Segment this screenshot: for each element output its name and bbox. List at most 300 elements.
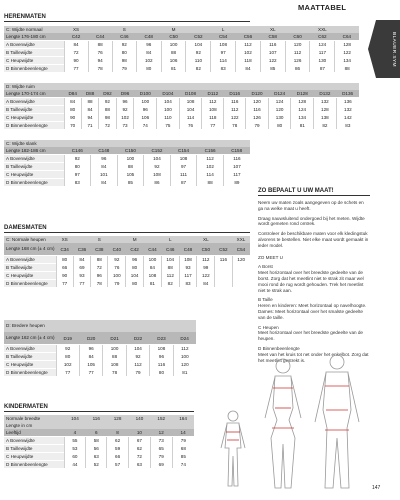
cell: 97 bbox=[211, 49, 236, 57]
cell: 96 bbox=[136, 41, 161, 49]
cell: 88 bbox=[197, 179, 224, 187]
table-row bbox=[4, 453, 194, 461]
cell: 74 bbox=[172, 461, 194, 469]
size-letter bbox=[335, 26, 359, 33]
cell: 100 bbox=[157, 106, 180, 114]
size-code: C54 bbox=[232, 243, 250, 256]
size-code: C42 bbox=[126, 243, 144, 256]
size-code: D96 bbox=[116, 90, 134, 98]
age-value: 10 bbox=[129, 429, 151, 437]
size-code: C54 bbox=[211, 33, 236, 41]
cell: 78 bbox=[224, 122, 246, 130]
cell: 117 bbox=[310, 49, 335, 57]
size-code: C34 bbox=[56, 243, 73, 256]
cell: 120 bbox=[268, 106, 291, 114]
cell: 128 bbox=[335, 41, 359, 49]
cell: 84 bbox=[136, 49, 161, 57]
cell: 79 bbox=[112, 65, 136, 73]
cell: 79 bbox=[172, 437, 194, 445]
cell: 80 bbox=[150, 369, 173, 377]
cell: 84 bbox=[81, 106, 98, 114]
size-letter: M bbox=[126, 236, 144, 243]
cell: 85 bbox=[117, 179, 144, 187]
zo-meet-u-label: ZO MEET U bbox=[258, 254, 283, 260]
cell: 114 bbox=[211, 57, 236, 65]
row-label: C Heupwijdte bbox=[4, 171, 64, 179]
length-label: Lengte 170-174 cm bbox=[4, 90, 64, 98]
cell: 80 bbox=[136, 65, 161, 73]
cell: 88 bbox=[161, 264, 179, 272]
cell: 73 bbox=[150, 437, 172, 445]
table-highlight-row bbox=[4, 147, 250, 155]
table-row bbox=[4, 280, 250, 288]
cell: 96 bbox=[134, 106, 157, 114]
cell: 100 bbox=[144, 256, 162, 264]
size-code: D100 bbox=[134, 90, 157, 98]
row-label: C Heupwijdte bbox=[4, 114, 64, 122]
cell: 124 bbox=[310, 41, 335, 49]
table-highlight-row bbox=[4, 33, 359, 41]
cell: 108 bbox=[144, 171, 171, 179]
cell: 112 bbox=[285, 49, 310, 57]
guide-a-text: Meet horizontaal over het breedste gedeelte van de borst. Zorg dat het meetlint niet te strak zit maar wel mooi rond de rug wordt gehouden. Trek het meetlint niet te strak aan. bbox=[258, 270, 364, 293]
cell: 92 bbox=[116, 106, 134, 114]
row-label: A Bovenwijdte bbox=[4, 98, 64, 106]
guide-b-text-dames: Dames: Meet horizontaal over het smalste gedeelte van de taille. bbox=[258, 308, 363, 320]
cell: 117 bbox=[179, 272, 197, 280]
length-value: 140 bbox=[129, 415, 151, 422]
cell: 83 bbox=[211, 65, 236, 73]
cell bbox=[215, 272, 232, 280]
cell: 100 bbox=[103, 345, 126, 353]
cell: 142 bbox=[336, 114, 359, 122]
table-row bbox=[4, 114, 359, 122]
row-label: B Taillewijdte bbox=[4, 163, 64, 171]
age-value: 4 bbox=[64, 429, 86, 437]
size-code: D136 bbox=[336, 90, 359, 98]
cell: 96 bbox=[91, 272, 108, 280]
age-value: 12 bbox=[150, 429, 172, 437]
cell: 112 bbox=[161, 272, 179, 280]
cell: 59 bbox=[107, 445, 129, 453]
size-code: C42 bbox=[64, 33, 88, 41]
cell: 93 bbox=[179, 264, 197, 272]
guide-title: ZO BEPAALT U UW MAAT! bbox=[258, 188, 370, 196]
cell: 116 bbox=[150, 361, 173, 369]
kinder-table bbox=[4, 415, 194, 468]
size-code: D128 bbox=[291, 90, 314, 98]
guide-paragraph: Neem uw maten zoals aangegeven op de schets en ga na welke maat u heeft. bbox=[258, 200, 364, 211]
size-code: D88 bbox=[81, 90, 98, 98]
size-code: C48 bbox=[136, 33, 161, 41]
cell: 83 bbox=[336, 122, 359, 130]
row-label: B Taillewijdte bbox=[4, 49, 64, 57]
size-code: C62 bbox=[310, 33, 335, 41]
cell: 116 bbox=[223, 155, 250, 163]
cell: 84 bbox=[91, 179, 118, 187]
cell: 104 bbox=[126, 345, 149, 353]
age-value: 6 bbox=[86, 429, 107, 437]
cell: 97 bbox=[64, 171, 91, 179]
page-title: MAATTABEL bbox=[298, 3, 347, 12]
cell: 104 bbox=[126, 272, 144, 280]
cell: 63 bbox=[129, 461, 151, 469]
cell: 132 bbox=[336, 106, 359, 114]
cell: 90 bbox=[64, 57, 88, 65]
cell: 88 bbox=[88, 41, 112, 49]
cell: 114 bbox=[197, 171, 224, 179]
table-row bbox=[4, 179, 250, 187]
cell: 90 bbox=[64, 114, 81, 122]
size-letter bbox=[285, 26, 310, 33]
cell: 81 bbox=[161, 65, 186, 73]
size-code: C156 bbox=[197, 147, 224, 155]
cell: 78 bbox=[91, 280, 108, 288]
row-label: A Bovenwijdte bbox=[4, 345, 56, 353]
size-code: D104 bbox=[157, 90, 180, 98]
body-measure-illustration bbox=[205, 345, 375, 496]
row-label: B Taillewijdte bbox=[4, 106, 64, 114]
damesmaten-title: DAMESMATEN bbox=[4, 225, 250, 233]
cell: 60 bbox=[64, 453, 86, 461]
cell: 112 bbox=[126, 361, 149, 369]
cell: 102 bbox=[56, 361, 79, 369]
cell: 78 bbox=[88, 65, 112, 73]
row-label: C Heupwijdte bbox=[4, 272, 56, 280]
row-label: C Heupwijdte bbox=[4, 57, 64, 65]
table-row bbox=[4, 98, 359, 106]
cell: 69 bbox=[73, 264, 90, 272]
cell: 110 bbox=[157, 114, 180, 122]
cell: 76 bbox=[88, 49, 112, 57]
cell: 58 bbox=[86, 437, 107, 445]
size-code: D108 bbox=[179, 90, 202, 98]
size-code: C40 bbox=[108, 243, 126, 256]
cell: 84 bbox=[197, 280, 215, 288]
size-code: D20 bbox=[79, 332, 102, 345]
cell: 120 bbox=[246, 98, 269, 106]
cell: 118 bbox=[236, 57, 261, 65]
cell: 86 bbox=[144, 179, 171, 187]
cell: 96 bbox=[79, 345, 102, 353]
size-code: C60 bbox=[285, 33, 310, 41]
cell: 120 bbox=[285, 41, 310, 49]
cell: 69 bbox=[150, 461, 172, 469]
age-value: 14 bbox=[172, 429, 194, 437]
child-figure-icon bbox=[221, 411, 245, 486]
row-label: A Bovenwijdte bbox=[4, 155, 64, 163]
guide-text bbox=[258, 200, 370, 367]
guide-b-text: Heren en kinderen: Meet horizontaal op navelhoogte. bbox=[258, 303, 367, 309]
table-row bbox=[4, 155, 250, 163]
cell: 106 bbox=[134, 114, 157, 122]
cell: 88 bbox=[99, 106, 116, 114]
size-code: C150 bbox=[117, 147, 144, 155]
cell: 100 bbox=[173, 353, 196, 361]
heren-table-slank bbox=[4, 140, 250, 186]
size-code: D22 bbox=[126, 332, 149, 345]
cell: 74 bbox=[134, 122, 157, 130]
cell: 70 bbox=[64, 122, 81, 130]
cell: 96 bbox=[150, 353, 173, 361]
guide-d-title: D Binnenbeenlengte bbox=[258, 345, 300, 351]
guide-b-title: B Taille bbox=[258, 297, 273, 303]
cell: 111 bbox=[170, 171, 197, 179]
cell: 108 bbox=[211, 41, 236, 49]
size-code: D21 bbox=[103, 332, 126, 345]
cell: 138 bbox=[314, 114, 337, 122]
size-code: C58 bbox=[260, 33, 285, 41]
row-label: D Binnenbeenlengte bbox=[4, 461, 64, 469]
table-row bbox=[4, 353, 196, 361]
table-subheader-row bbox=[4, 422, 194, 429]
cell: 82 bbox=[314, 122, 337, 130]
table-header-label: C: Normale heupen bbox=[4, 236, 56, 243]
size-letter bbox=[144, 236, 162, 243]
side-tab-label: BLAUER.SYM bbox=[391, 31, 396, 67]
length-value: 152 bbox=[150, 415, 172, 422]
cell: 116 bbox=[215, 256, 232, 264]
cell: 130 bbox=[310, 57, 335, 65]
cell: 104 bbox=[186, 41, 211, 49]
table-header-fill bbox=[64, 83, 359, 90]
cell: 80 bbox=[126, 264, 144, 272]
cell: 102 bbox=[236, 49, 261, 57]
cell: 80 bbox=[126, 280, 144, 288]
table-row bbox=[4, 49, 359, 57]
table-header-row bbox=[4, 236, 250, 243]
cell: 87 bbox=[170, 179, 197, 187]
guide-c-text: Meet horizontaal over het breedste gedeelte van de heupen. bbox=[258, 330, 363, 342]
table-header-row bbox=[4, 83, 359, 90]
size-code: C146 bbox=[64, 147, 91, 155]
length-value: 164 bbox=[172, 415, 194, 422]
size-code: D116 bbox=[224, 90, 246, 98]
cell: 118 bbox=[202, 114, 224, 122]
cell: 92 bbox=[112, 41, 136, 49]
cell: 75 bbox=[157, 122, 180, 130]
cell: 57 bbox=[107, 461, 129, 469]
arrow-icon bbox=[368, 20, 376, 78]
cell: 122 bbox=[224, 114, 246, 122]
size-code: C152 bbox=[144, 147, 171, 155]
cell: 102 bbox=[136, 57, 161, 65]
cell: 77 bbox=[79, 369, 102, 377]
size-letter: M bbox=[161, 26, 186, 33]
cell bbox=[215, 264, 232, 272]
cell: 104 bbox=[179, 106, 202, 114]
table-header-row bbox=[4, 140, 250, 147]
cell: 80 bbox=[56, 353, 79, 361]
table-highlight-row bbox=[4, 90, 359, 98]
table-row bbox=[4, 65, 359, 73]
cell: 120 bbox=[173, 361, 196, 369]
cell: 122 bbox=[197, 272, 215, 280]
size-code: C52 bbox=[215, 243, 232, 256]
size-code: D19 bbox=[56, 332, 79, 345]
length-label: Lengte 182-186 cm bbox=[4, 147, 64, 155]
size-letter: S bbox=[91, 236, 108, 243]
cell: 77 bbox=[202, 122, 224, 130]
size-code: C44 bbox=[144, 243, 162, 256]
table-highlight-row bbox=[4, 243, 250, 256]
cell: 83 bbox=[64, 179, 91, 187]
cell: 72 bbox=[99, 122, 116, 130]
cell: 85 bbox=[260, 65, 285, 73]
cell: 100 bbox=[161, 41, 186, 49]
cell bbox=[232, 280, 250, 288]
cell: 62 bbox=[107, 437, 129, 445]
cell: 92 bbox=[186, 49, 211, 57]
size-code: C52 bbox=[186, 33, 211, 41]
cell: 82 bbox=[186, 65, 211, 73]
cell: 92 bbox=[99, 98, 116, 106]
cell: 108 bbox=[179, 256, 197, 264]
cell: 84 bbox=[64, 41, 88, 49]
cell: 112 bbox=[197, 155, 224, 163]
cell: 96 bbox=[116, 98, 134, 106]
table-header-label: D: Wijdte ruim bbox=[4, 83, 64, 90]
table-row bbox=[4, 369, 196, 377]
size-code: C154 bbox=[170, 147, 197, 155]
table-highlight-row bbox=[4, 332, 196, 345]
cell: 73 bbox=[116, 122, 134, 130]
table-row bbox=[4, 264, 250, 272]
cell: 72 bbox=[91, 264, 108, 272]
cell: 79 bbox=[246, 122, 269, 130]
cell: 120 bbox=[232, 256, 250, 264]
table-header-fill bbox=[64, 422, 194, 429]
cell: 88 bbox=[91, 256, 108, 264]
cell: 84 bbox=[79, 353, 102, 361]
size-code: C48 bbox=[179, 243, 197, 256]
cell: 77 bbox=[56, 280, 73, 288]
row-label: A Bovenwijdte bbox=[4, 256, 56, 264]
cell: 100 bbox=[108, 272, 126, 280]
cell: 52 bbox=[86, 461, 107, 469]
cell: 71 bbox=[81, 122, 98, 130]
length-label: Lengte 162 cm (± 4 cm) bbox=[4, 332, 56, 345]
cell: 83 bbox=[179, 280, 197, 288]
size-code: D92 bbox=[99, 90, 116, 98]
cell: 92 bbox=[144, 163, 171, 171]
cell: 104 bbox=[157, 98, 180, 106]
table-highlight-row bbox=[4, 429, 194, 437]
size-letter bbox=[215, 236, 232, 243]
cell: 66 bbox=[107, 453, 129, 461]
age-label: Leeftijd bbox=[4, 429, 64, 437]
size-letter bbox=[108, 236, 126, 243]
cell: 132 bbox=[314, 98, 337, 106]
table-row bbox=[4, 163, 250, 171]
cell bbox=[232, 264, 250, 272]
cell: 68 bbox=[172, 445, 194, 453]
cell: 66 bbox=[56, 264, 73, 272]
size-letter: XL bbox=[260, 26, 285, 33]
cell: 108 bbox=[202, 106, 224, 114]
size-code: D112 bbox=[202, 90, 224, 98]
table-header-row bbox=[4, 415, 194, 422]
cell: 79 bbox=[126, 369, 149, 377]
cell: 76 bbox=[108, 264, 126, 272]
cell: 104 bbox=[161, 256, 179, 264]
man-figure-icon bbox=[315, 355, 359, 488]
cell: 128 bbox=[314, 106, 337, 114]
size-letter: XL bbox=[197, 236, 215, 243]
herenmaten-title: HERENMATEN bbox=[4, 14, 250, 22]
cell: 105 bbox=[79, 361, 102, 369]
table-header-label: D: Bredere heupen bbox=[4, 320, 56, 332]
cell: 134 bbox=[291, 114, 314, 122]
cell: 98 bbox=[99, 114, 116, 122]
page-number: 147 bbox=[372, 485, 381, 491]
cell: 112 bbox=[236, 41, 261, 49]
cell: 86 bbox=[285, 65, 310, 73]
cell: 80 bbox=[64, 163, 91, 171]
cell: 56 bbox=[86, 445, 107, 453]
cell: 80 bbox=[56, 256, 73, 264]
length-value: 104 bbox=[64, 415, 86, 422]
table-row bbox=[4, 437, 194, 445]
cell: 102 bbox=[116, 114, 134, 122]
cell: 102 bbox=[197, 163, 224, 171]
cell: 100 bbox=[117, 155, 144, 163]
cell: 79 bbox=[108, 280, 126, 288]
cell: 44 bbox=[64, 461, 86, 469]
cell: 81 bbox=[144, 280, 162, 288]
size-letter: L bbox=[161, 236, 179, 243]
size-letter bbox=[88, 26, 112, 33]
cell: 89 bbox=[223, 179, 250, 187]
cell bbox=[215, 280, 232, 288]
guide-c-title: C Heupen bbox=[258, 324, 279, 330]
row-label: C Heupwijdte bbox=[4, 361, 56, 369]
cell: 105 bbox=[117, 171, 144, 179]
cell: 126 bbox=[285, 57, 310, 65]
row-label: C Heupwijdte bbox=[4, 453, 64, 461]
table-row bbox=[4, 445, 194, 453]
cell: 98 bbox=[112, 57, 136, 65]
cell: 107 bbox=[223, 163, 250, 171]
row-label: B Taillewijdte bbox=[4, 264, 56, 272]
size-letter bbox=[186, 26, 211, 33]
cell: 93 bbox=[73, 272, 90, 280]
cell: 112 bbox=[173, 345, 196, 353]
cell: 81 bbox=[291, 122, 314, 130]
cell: 90 bbox=[56, 272, 73, 280]
table-header-row bbox=[4, 320, 196, 332]
cell: 116 bbox=[260, 41, 285, 49]
table-row bbox=[4, 106, 359, 114]
cell: 80 bbox=[64, 106, 81, 114]
cell: 80 bbox=[268, 122, 291, 130]
cell: 124 bbox=[291, 106, 314, 114]
cell: 116 bbox=[246, 106, 269, 114]
table-row bbox=[4, 272, 250, 280]
size-code: C64 bbox=[335, 33, 359, 41]
cell: 97 bbox=[170, 163, 197, 171]
size-letter: XS bbox=[56, 236, 73, 243]
cell: 124 bbox=[268, 98, 291, 106]
heren-table-normaal bbox=[4, 26, 359, 72]
cell: 104 bbox=[144, 155, 171, 163]
cell: 94 bbox=[88, 57, 112, 65]
cell: 88 bbox=[81, 98, 98, 106]
cell: 130 bbox=[268, 114, 291, 122]
cell: 84 bbox=[236, 65, 261, 73]
cell: 78 bbox=[103, 369, 126, 377]
size-code: C56 bbox=[236, 33, 261, 41]
